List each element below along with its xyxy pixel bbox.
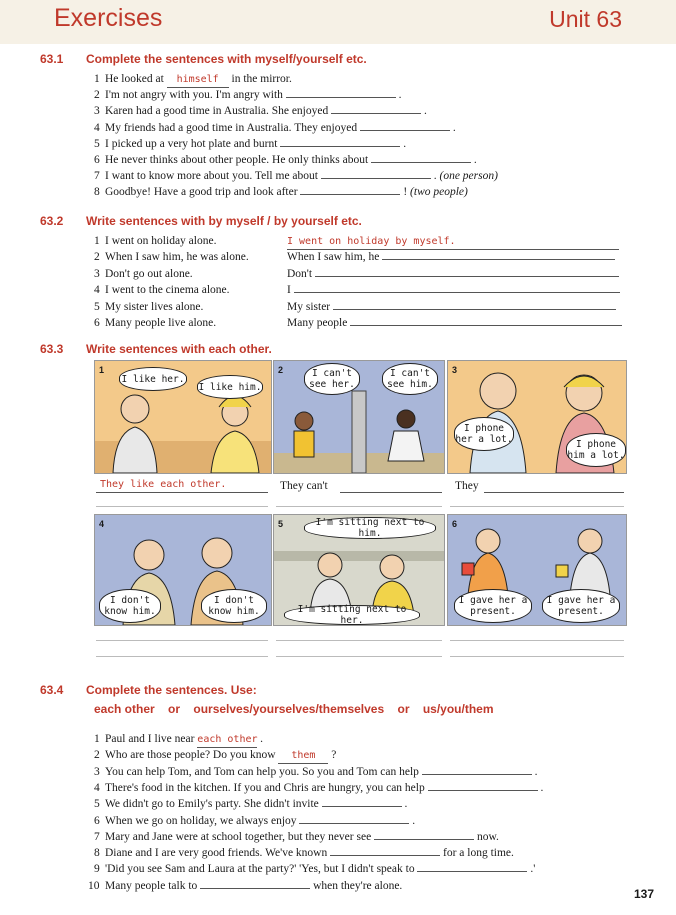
sentence-row — [94, 104, 427, 118]
panel-number: 3 — [452, 365, 458, 375]
ex3-number: 63.3 — [40, 342, 64, 356]
speech-bubble: I phone him a lot. — [566, 433, 626, 467]
ex1-heading — [40, 52, 367, 66]
answer-line[interactable] — [276, 656, 442, 657]
speech-bubble: I can't see him. — [382, 363, 438, 395]
sentence-row — [94, 153, 477, 167]
sentence-row — [94, 797, 407, 811]
sentence-end: ! — [400, 186, 408, 199]
ex2-number: 63.2 — [40, 214, 64, 228]
sentence-text: Karen had a good time in Australia. She enjoyed — [105, 105, 332, 118]
sentence-end: when they're alone. — [310, 879, 403, 892]
page-number: 137 — [633, 887, 654, 901]
answer-blank[interactable] — [422, 774, 532, 775]
sentence-end: for a long time. — [440, 847, 514, 860]
speech-bubble: I phone her a lot. — [454, 417, 514, 451]
option-each-other: each other — [94, 702, 155, 716]
ex2-heading — [40, 214, 362, 228]
item-number: 5 — [94, 300, 100, 313]
sentence-end: . — [430, 170, 437, 183]
item-number: 2 — [94, 89, 100, 102]
sentence-end: . — [471, 154, 477, 166]
ex3-instruction: Write sentences with each other. — [86, 342, 272, 356]
sentence-end: .' — [527, 863, 536, 876]
sentence-text: I'm not angry with you. I'm angry with — [105, 89, 286, 102]
answer-blank[interactable] — [286, 97, 396, 98]
sentence-row — [94, 267, 619, 281]
prompt-text: I went on holiday alone. — [105, 235, 217, 247]
answer-blank[interactable] — [331, 113, 421, 114]
answer-blank[interactable] — [371, 162, 471, 163]
answer-blank[interactable]: I went on holiday by myself. — [287, 235, 619, 250]
option-or: or — [168, 702, 181, 716]
item-number: 8 — [94, 186, 100, 199]
answer-blank[interactable] — [350, 325, 622, 326]
prompt-text: I went to the cinema alone. — [105, 284, 230, 297]
answer-blank[interactable] — [382, 259, 615, 260]
sentence-row — [94, 846, 514, 860]
panel-number: 2 — [278, 365, 284, 375]
ex4-number: 63.4 — [40, 683, 64, 697]
answer-start: Many people — [287, 317, 351, 329]
sentence-end: . — [400, 137, 407, 150]
ex4-heading — [40, 683, 257, 697]
answer-blank[interactable] — [315, 276, 620, 277]
item-number: 1 — [94, 733, 100, 745]
sentence-text: Who are those people? Do you know — [105, 749, 279, 762]
sentence-end: . — [421, 105, 427, 118]
item-number: 8 — [94, 847, 100, 860]
answer-blank[interactable] — [322, 806, 402, 807]
prompt-text: My sister lives alone. — [105, 300, 204, 313]
answer-line[interactable] — [484, 492, 624, 493]
answer-blank[interactable] — [294, 292, 621, 293]
panel-3-caption — [455, 480, 479, 492]
item-number: 3 — [94, 267, 100, 280]
answer-line[interactable] — [450, 656, 624, 657]
answer-blank[interactable] — [333, 309, 616, 310]
answer-start: My sister — [287, 300, 333, 313]
sentence-end: in the mirror. — [228, 73, 292, 85]
sentence-text: There's food in the kitchen. If you and Chris are hungry, you can help — [105, 781, 428, 794]
item-number: 7 — [94, 170, 100, 183]
item-number: 6 — [94, 814, 100, 827]
ex2-instruction: Write sentences with by myself / by yourself etc. — [86, 214, 362, 228]
panel-number: 1 — [99, 365, 105, 375]
item-number: 10 — [88, 879, 100, 892]
item-number: 3 — [94, 105, 100, 118]
sentence-text: You can help Tom, and Tom can help you. So you and Tom can help — [105, 765, 422, 778]
sentence-end: . — [537, 781, 544, 794]
sentence-text: 'Did you see Sam and Laura at the party?' 'Yes, but I didn't speak to — [105, 863, 418, 876]
answer-blank[interactable] — [200, 888, 310, 889]
ex3-heading — [40, 342, 272, 356]
option-object-pronouns: us/you/them — [422, 702, 494, 716]
sentence-text: I picked up a very hot plate and burnt — [105, 137, 281, 150]
sentence-row — [94, 300, 616, 314]
item-number: 4 — [94, 121, 100, 134]
answer-line[interactable] — [340, 492, 442, 493]
item-number: 1 — [94, 73, 100, 85]
answer-line[interactable] — [96, 506, 268, 507]
note-text: (two people) — [407, 186, 468, 199]
sentence-row — [94, 137, 406, 151]
answer-blank[interactable] — [300, 194, 400, 195]
answer-blank[interactable] — [299, 823, 409, 824]
speech-bubble: I can't see her. — [304, 363, 360, 395]
sentence-end: . — [531, 765, 538, 778]
sentence-row — [94, 169, 498, 183]
sentence-end: . — [257, 733, 264, 745]
prompt-text: Many people live alone. — [105, 317, 217, 329]
sentence-text: We didn't go to Emily's party. She didn't invite — [105, 798, 322, 811]
answer-line[interactable] — [450, 640, 624, 641]
answer-text: They like each other. — [100, 479, 227, 490]
caption-text: They can't — [280, 480, 328, 492]
picture-panel-4 — [94, 514, 272, 626]
picture-panel-6 — [447, 514, 627, 626]
sentence-row — [94, 121, 456, 135]
speech-bubble: I gave her a present. — [454, 589, 532, 623]
ex1-number: 63.1 — [40, 52, 64, 66]
item-number: 9 — [94, 863, 100, 876]
item-number: 2 — [94, 251, 100, 264]
panel-number: 4 — [99, 519, 105, 529]
sentence-text: Mary and Jane were at school together, but they never see — [105, 830, 375, 843]
sentence-text: Paul and I live near — [105, 733, 198, 745]
answer-blank[interactable]: himself — [167, 73, 229, 88]
sentence-end: . — [409, 814, 416, 827]
speech-bubble: I like him. — [197, 375, 263, 399]
ex4-instruction: Complete the sentences. Use: — [86, 683, 257, 697]
answer-blank[interactable] — [428, 790, 538, 791]
sentence-row — [94, 814, 415, 828]
answer-blank[interactable]: each other — [197, 733, 257, 748]
speech-bubble: I gave her a present. — [542, 589, 620, 623]
speech-bubble: I don't know him. — [99, 589, 161, 623]
sentence-row — [94, 72, 292, 88]
item-number: 6 — [94, 154, 100, 166]
sentence-text: Goodbye! Have a good trip and look after — [105, 186, 301, 199]
item-number: 6 — [94, 317, 100, 329]
item-number: 5 — [94, 137, 100, 150]
answer-blank[interactable] — [417, 871, 527, 872]
picture-panel-3 — [447, 360, 627, 474]
sentence-row — [94, 234, 619, 250]
sentence-end: . — [401, 798, 408, 811]
picture-panel-5 — [273, 514, 445, 626]
sentence-row — [88, 879, 402, 893]
answer-blank[interactable] — [280, 146, 400, 147]
panel-number: 5 — [278, 519, 284, 529]
item-number: 2 — [94, 749, 100, 762]
answer-line[interactable] — [96, 492, 268, 493]
sentence-row — [94, 88, 402, 102]
page-title: Exercises — [54, 4, 163, 32]
panel-number: 6 — [452, 519, 458, 529]
sentence-text: My friends had a good time in Australia. They enjoyed — [105, 121, 360, 134]
sentence-row — [94, 765, 538, 779]
prompt-text: Don't go out alone. — [105, 267, 193, 280]
sentence-text: He looked at — [105, 73, 167, 85]
item-number: 4 — [94, 781, 100, 794]
ex1-instruction: Complete the sentences with myself/yourself etc. — [86, 52, 367, 66]
sentence-end: now. — [474, 830, 499, 843]
prompt-text: When I saw him, he was alone. — [105, 251, 249, 264]
sentence-row — [94, 185, 468, 199]
sentence-text: I want to know more about you. Tell me about — [105, 170, 321, 183]
item-number: 4 — [94, 284, 100, 297]
item-number: 7 — [94, 830, 100, 843]
answer-start: Don't — [287, 267, 315, 280]
page-header — [0, 0, 676, 44]
picture-panel-1 — [94, 360, 272, 474]
option-or: or — [397, 702, 410, 716]
answer-start: I — [287, 284, 294, 297]
answer-line[interactable] — [276, 640, 442, 641]
word-options — [94, 702, 494, 716]
sentence-text: Diane and I are very good friends. We've known — [105, 847, 331, 860]
unit-label: Unit 63 — [549, 6, 622, 32]
sentence-end: ? — [328, 749, 337, 762]
speech-bubble: I'm sitting next to him. — [304, 517, 436, 539]
sentence-row — [94, 316, 622, 330]
sentence-row — [94, 862, 535, 876]
sentence-row — [94, 748, 336, 764]
sentence-text: He never thinks about other people. He only thinks about — [105, 154, 372, 166]
sentence-row — [94, 830, 499, 844]
sentence-text: When we go on holiday, we always enjoy — [105, 814, 300, 827]
item-number: 1 — [94, 235, 100, 247]
sentence-row — [94, 781, 543, 795]
speech-bubble: I'm sitting next to her. — [284, 605, 420, 625]
item-number: 3 — [94, 765, 100, 778]
sentence-row — [94, 250, 615, 264]
answer-line[interactable] — [96, 656, 268, 657]
answer-start: When I saw him, he — [287, 251, 383, 264]
speech-bubble: I don't know him. — [201, 589, 267, 623]
option-reflexive: ourselves/yourselves/themselves — [193, 702, 385, 716]
answer-blank[interactable] — [360, 130, 450, 131]
answer-blank[interactable] — [330, 855, 440, 856]
picture-panel-2 — [273, 360, 445, 474]
sentence-end: . — [395, 89, 402, 102]
item-number: 5 — [94, 798, 100, 811]
answer-line[interactable] — [96, 640, 268, 641]
answer-blank[interactable]: them — [278, 749, 328, 764]
answer-line[interactable] — [276, 506, 442, 507]
panel-1-answer — [100, 478, 270, 490]
panel-2-caption — [280, 480, 328, 492]
sentence-row — [94, 732, 263, 748]
caption-text: They — [455, 480, 479, 492]
answer-blank[interactable] — [374, 839, 474, 840]
answer-blank[interactable] — [321, 178, 431, 179]
note-text: (one person) — [436, 170, 498, 183]
speech-bubble: I like her. — [119, 367, 187, 391]
sentence-text: Many people talk to — [105, 879, 201, 892]
answer-line[interactable] — [450, 506, 624, 507]
sentence-row — [94, 283, 620, 297]
sentence-end: . — [449, 121, 456, 134]
